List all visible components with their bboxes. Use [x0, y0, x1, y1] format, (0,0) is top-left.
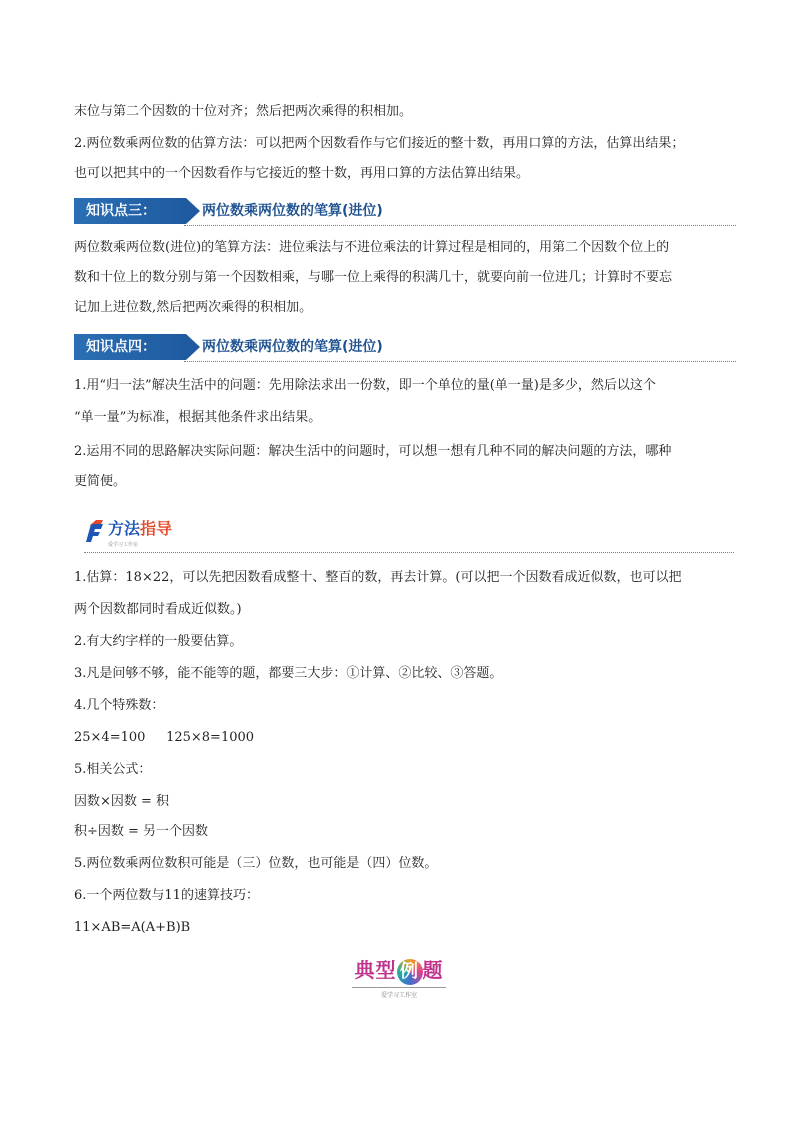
- method-title: [108, 518, 172, 540]
- intro-line-1: 末位与第二个因数的十位对齐；然后把两次乘得的积相加。: [74, 104, 413, 119]
- section4-title: 两位数乘两位数的笔算(进位): [202, 339, 383, 355]
- typical-title-left: 典型: [354, 958, 397, 982]
- method-guide-banner: [84, 516, 734, 554]
- method-subtitle: 爱学习工作室: [108, 542, 139, 548]
- method-line-3: 2.有大约字样的一般要估算。: [74, 634, 243, 649]
- method-line-9: 积÷因数 = 另一个因数: [74, 824, 209, 839]
- intro-line-3: 也可以把其中的一个因数看作与它接近的整十数，再用口算的方法估算出结果。: [74, 166, 530, 181]
- section3-line-3: 记加上进位数,然后把两次乘得的积相加。: [74, 300, 313, 315]
- method-divider: [84, 552, 734, 553]
- method-line-6: 25×4=100 125×8=1000: [74, 730, 255, 745]
- method-line-10: 5.两位数乘两位数积可能是（三）位数，也可能是（四）位数。: [74, 856, 438, 871]
- section3-label: 知识点三：: [74, 198, 186, 224]
- section4-line-2: “单一量”为标准，根据其他条件求出结果。: [74, 410, 322, 425]
- method-line-2: 两个因数都同时看成近似数。): [74, 602, 242, 617]
- method-line-8: 因数×因数 = 积: [74, 794, 170, 809]
- section3-heading: [74, 194, 736, 228]
- section4-heading: [74, 330, 736, 364]
- section4-line-3: 2.运用不同的思路解决实际问题：解决生活中的问题时，可以想一想有几种不同的解决问题的方法，哪种: [74, 444, 672, 459]
- section4-line-1: 1.用“归一法”解决生活中的问题：先用除法求出一份数，即一个单位的量(单一量)是多少，然后以这个: [74, 378, 656, 393]
- method-line-1: 1.估算：18×22，可以先把因数看成整十、整百的数，再去计算。(可以把一个因数看成近似数，也可以把: [74, 570, 682, 585]
- intro-line-2: 2.两位数乘两位数的估算方法：可以把两个因数看作与它们接近的整十数，再用口算的方法，估算出结果；: [74, 136, 685, 151]
- method-logo-icon: [84, 520, 104, 542]
- method-line-7: 5.相关公式：: [74, 762, 152, 777]
- typical-subtitle: 爱学习工作室: [352, 987, 446, 999]
- section3-title: 两位数乘两位数的笔算(进位): [202, 203, 383, 219]
- section3-divider: [184, 225, 736, 226]
- typical-examples-banner: [344, 956, 454, 1000]
- typical-title: [344, 956, 454, 985]
- section3-line-1: 两位数乘两位数(进位)的笔算方法：进位乘法与不进位乘法的计算过程是相同的，用第二个因数个位上的: [74, 240, 670, 255]
- section3-line-2: 数和十位上的数分别与第一个因数相乘，与哪一位上乘得的积满几十，就要向前一位进几；计算时不要忘: [74, 270, 673, 285]
- typical-title-mid: 例: [397, 959, 423, 985]
- typical-title-right: 题: [422, 958, 444, 982]
- method-line-4: 3.凡是问够不够，能不能等的题，都要三大步：①计算、②比较、③答题。: [74, 666, 503, 681]
- method-title-b: 指导: [140, 519, 173, 538]
- section4-label: 知识点四：: [74, 334, 186, 360]
- method-title-a: 方法: [108, 519, 141, 538]
- method-line-11: 6.一个两位数与11的速算技巧：: [74, 888, 259, 903]
- method-line-5: 4.几个特殊数：: [74, 698, 165, 713]
- method-line-12: 11×AB=A(A+B)B: [74, 920, 191, 935]
- section4-divider: [184, 361, 736, 362]
- section4-line-4: 更简便。: [74, 474, 127, 489]
